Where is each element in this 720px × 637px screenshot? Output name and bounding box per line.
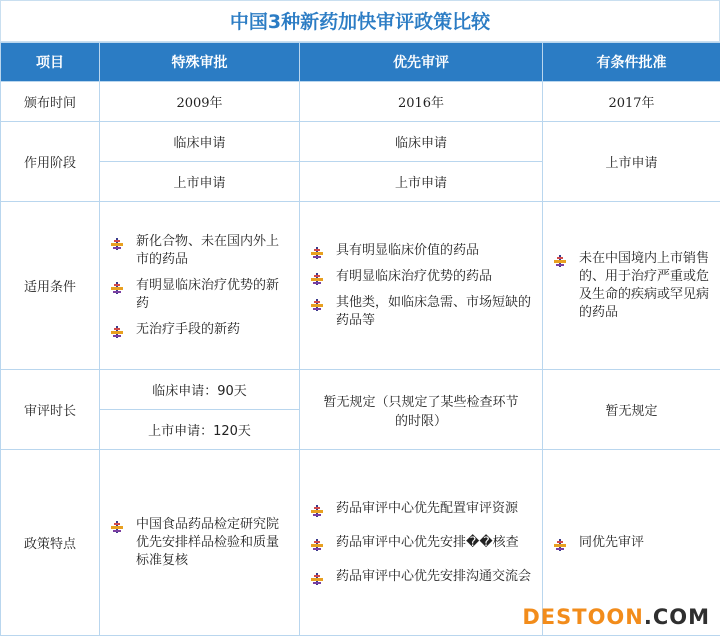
header-conditional: 有条件批准 bbox=[543, 43, 720, 82]
bullet-icon bbox=[110, 520, 124, 534]
cell bbox=[300, 450, 543, 636]
list-item: 药品审评中心优先配置审评资源 bbox=[300, 500, 542, 518]
list-item: 无治疗手段的新药 bbox=[100, 321, 299, 339]
header-special: 特殊审批 bbox=[100, 43, 300, 82]
list-item: 药品审评中心优先安排��核查 bbox=[300, 534, 542, 552]
list-item: 具有明显临床价值的药品 bbox=[300, 242, 542, 260]
table-row bbox=[1, 82, 720, 122]
list-item: 其他类，如临床急需、市场短缺的药品等 bbox=[300, 294, 542, 330]
cell: 暂无规定 bbox=[543, 370, 720, 450]
row-label: 颁布时间 bbox=[1, 82, 100, 122]
cell: 临床申请 bbox=[100, 122, 300, 162]
bullet-icon bbox=[310, 246, 324, 260]
cell: 上市申请 bbox=[100, 162, 300, 202]
table-row bbox=[1, 202, 720, 370]
bullet-icon bbox=[310, 504, 324, 518]
row-label: 政策特点 bbox=[1, 450, 100, 636]
cell: 临床申请 bbox=[300, 122, 543, 162]
comparison-table bbox=[0, 42, 720, 636]
table-row bbox=[1, 370, 720, 410]
cell: 2017年 bbox=[543, 82, 720, 122]
bullet-icon bbox=[310, 272, 324, 286]
cell: 2016年 bbox=[300, 82, 543, 122]
cell bbox=[300, 202, 543, 370]
row-label: 审评时长 bbox=[1, 370, 100, 450]
watermark-logo: DESTOON.COM bbox=[522, 605, 710, 629]
bullet-icon bbox=[110, 325, 124, 339]
header-priority: 优先审评 bbox=[300, 43, 543, 82]
cell bbox=[543, 202, 720, 370]
bullet-icon bbox=[110, 237, 124, 251]
bullet-icon bbox=[553, 538, 567, 552]
cell: 临床申请：90天 bbox=[100, 370, 300, 410]
cell: 暂无规定（只规定了某些检查环节的时限） bbox=[300, 370, 543, 450]
row-label: 适用条件 bbox=[1, 202, 100, 370]
cell bbox=[100, 202, 300, 370]
list-item: 新化合物、未在国内外上市的药品 bbox=[100, 233, 299, 269]
cell: 上市申请：120天 bbox=[100, 410, 300, 450]
bullet-icon bbox=[310, 538, 324, 552]
cell bbox=[100, 450, 300, 636]
list-item: 未在中国境内上市销售的、用于治疗严重或危及生命的疾病或罕见病的药品 bbox=[543, 250, 720, 322]
bullet-icon bbox=[553, 254, 567, 268]
list-item: 有明显临床治疗优势的新药 bbox=[100, 277, 299, 313]
header-item: 项目 bbox=[1, 43, 100, 82]
cell: 上市申请 bbox=[300, 162, 543, 202]
table-row bbox=[1, 122, 720, 162]
cell: 2009年 bbox=[100, 82, 300, 122]
bullet-icon bbox=[310, 572, 324, 586]
table-title: 中国3种新药加快审评政策比较 bbox=[0, 0, 720, 42]
list-item: 药品审评中心优先安排沟通交流会 bbox=[300, 568, 542, 586]
row-label: 作用阶段 bbox=[1, 122, 100, 202]
list-item: 中国食品药品检定研究院优先安排样品检验和质量标准复核 bbox=[100, 516, 299, 570]
header-row bbox=[1, 43, 720, 82]
list-item: 同优先审评 bbox=[543, 534, 720, 552]
cell: 上市申请 bbox=[543, 122, 720, 202]
list-item: 有明显临床治疗优势的药品 bbox=[300, 268, 542, 286]
bullet-icon bbox=[310, 298, 324, 312]
bullet-icon bbox=[110, 281, 124, 295]
